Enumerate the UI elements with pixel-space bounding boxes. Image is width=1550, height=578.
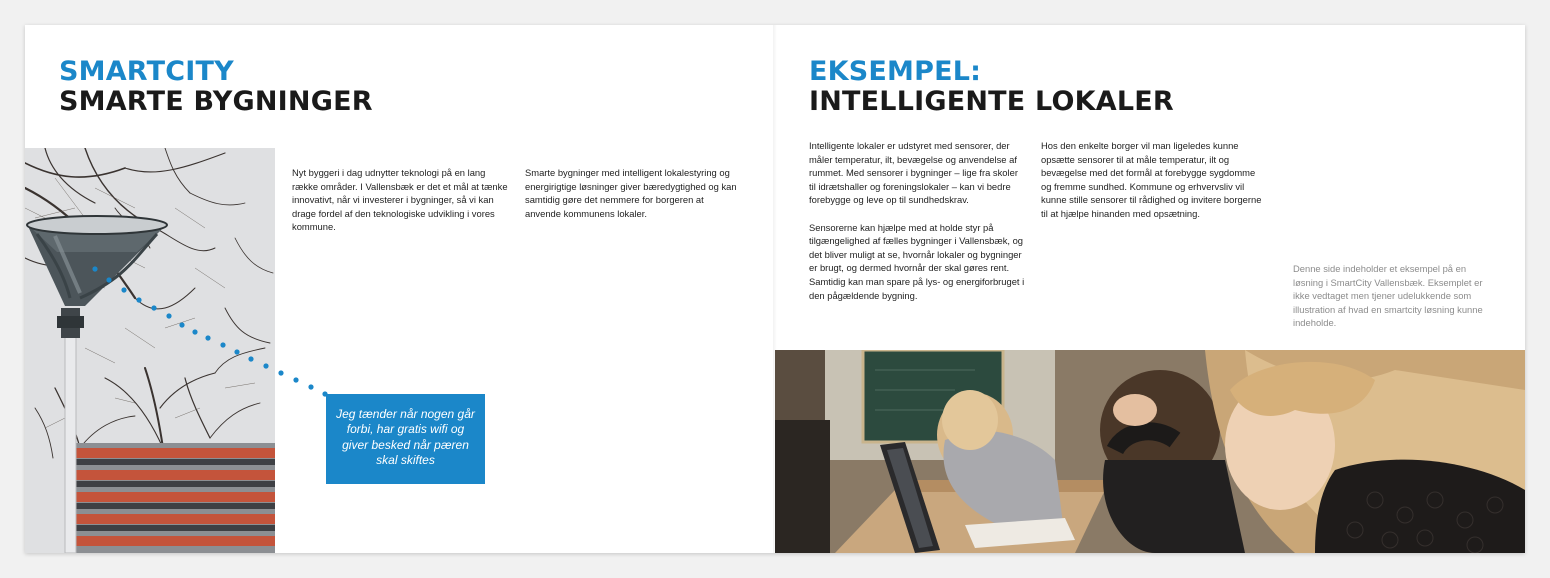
right-column-1-paragraph-2: Sensorerne kan hjælpe med at holde styr på tilgængelighed af fælles bygninger i Vallensbæk, og det bliver muligt at se, hvornår lokaler og bygninger er brugt, og dermed hvornår der skal gøres rent. Samtidig kan man spare på lys- og energiforbruget i den pågældende bygning. xyxy=(809,221,1025,301)
disclaimer-note: Denne side indeholder et eksempel på en løsning i SmartCity Vallensbæk. Eksemplet er ikke vedtaget men tjener udelukkende som illustration af hvad en smartcity løsning kunne indeholde. xyxy=(1293,263,1483,329)
lamp-callout-text: Jeg tænder når nogen går forbi, har gratis wifi og giver besked når pæren skal skiftes xyxy=(336,407,475,468)
left-column-1-paragraph: Nyt byggeri i dag udnytter teknologi på en lang række områder. I Vallensbæk er det et mål at tænke innovativt, når vi investerer i bygninger, så vi kan drage fordel af den teknologiske udvikling i vores kommune. xyxy=(292,167,508,233)
classroom-photo xyxy=(775,350,1525,553)
right-column-1 xyxy=(809,139,1027,302)
left-column-2-paragraph: Smarte bygninger med intelligent lokalestyring og energirigtige løsninger giver bæredygtighed og kan samtidig gøre det nemmere for borgeren at anvende kommunens lokaler. xyxy=(525,167,737,219)
right-column-2-paragraph: Hos den enkelte borger vil man ligeledes kunne opsætte sensorer til at måle temperatur, ilt og bevægelse med det formål at forebygge sygdomme og fremme sundhed. Kommune og erhvervsliv vil kunne stille sensorer til rådighed og invitere borgerne til at hjælpe hinanden med opsætning. xyxy=(1041,140,1262,219)
brochure-spread xyxy=(25,25,1525,553)
callout-dotted-line xyxy=(25,25,345,405)
right-title-eksempel: EKSEMPEL: xyxy=(809,56,982,87)
right-column-2 xyxy=(1041,139,1263,221)
right-column-1-paragraph-1: Intelligente lokaler er udstyret med sensorer, der måler temperatur, ilt, bevægelse og anvendelse af rummet. Med sensorer i bygninger – lige fra skoler til idrætshaller og foreningslokaler – kan vi bedre forebygge og leve op til sundhedskrav. xyxy=(809,140,1018,206)
lamp-callout-box xyxy=(326,394,485,484)
left-title-smartcity: SMARTCITY xyxy=(59,56,234,87)
left-title-smarte-bygninger: SMARTE BYGNINGER xyxy=(59,86,373,117)
left-column-2 xyxy=(525,166,740,220)
right-title-intelligente-lokaler: INTELLIGENTE LOKALER xyxy=(809,86,1174,117)
